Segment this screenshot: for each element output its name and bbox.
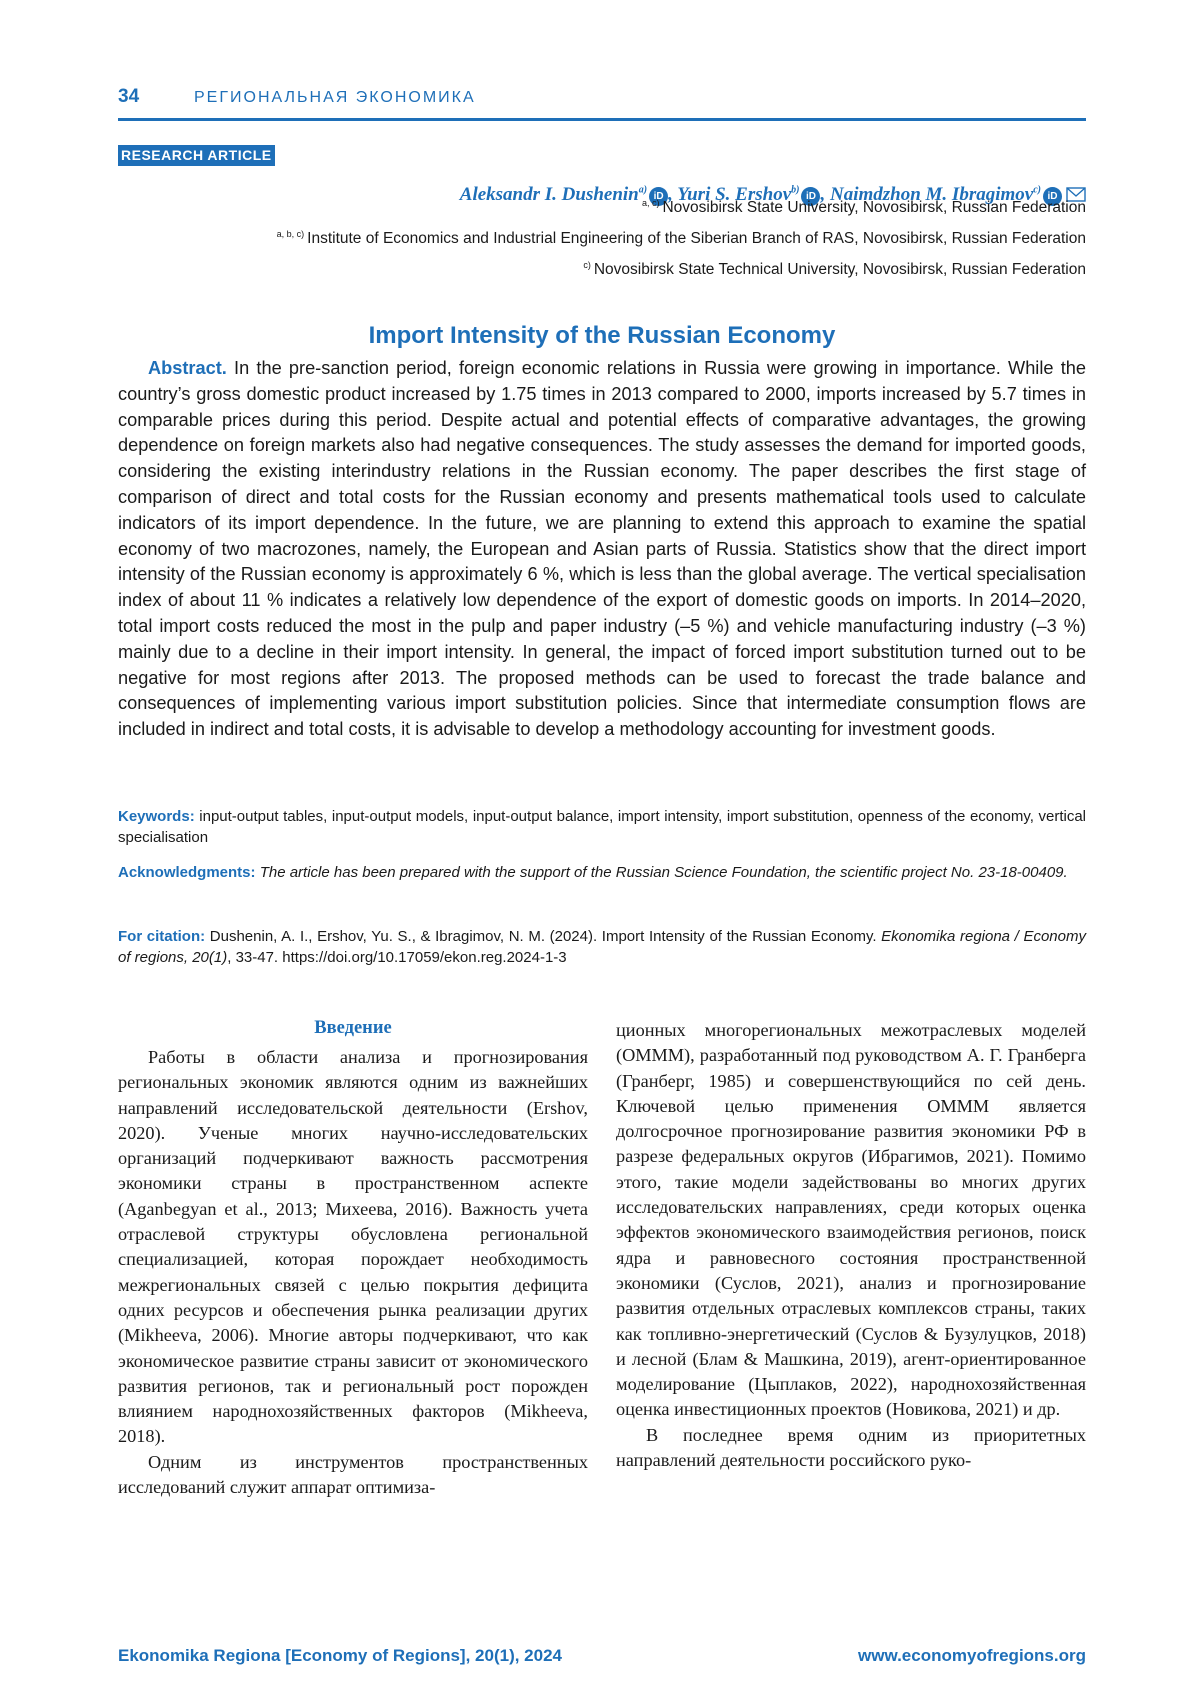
footer-website-link[interactable]: www.economyofregions.org [858,1646,1086,1665]
affiliation-3-sup: c) [583,260,591,270]
affiliation-2 [277,229,1086,248]
page-number: 34 [118,86,140,107]
running-header [118,86,1086,112]
acknowledgments-text: The article has been prepared with the support of the Russian Science Foundation, the scientific project No. 23-18-00409. [259,864,1068,881]
affiliation-2-text: Institute of Economics and Industrial Engineering of the Siberian Branch of RAS, Novosibirsk, Russian Federation [307,230,1086,248]
affiliation-2-sup: a, b, c) [276,229,305,239]
article-title: Import Intensity of the Russian Economy [368,322,836,349]
orcid-icon[interactable]: iD [649,187,668,206]
body-column-right [616,1018,1086,1473]
citation-label: For citation: [118,928,206,945]
abstract [118,356,1086,743]
author-2-name: , Yuri S. Ershov [668,184,792,205]
affiliation-1-text: Novosibirsk State University, Novosibirsk, Russian Federation [662,199,1086,217]
affiliation-1 [642,198,1086,217]
header-rule [118,118,1086,121]
journal-name: РЕГИОНАЛЬНАЯ ЭКОНОМИКА [194,89,476,106]
affiliation-3-text: Novosibirsk State Technical University, Novosibirsk, Russian Federation [593,261,1086,279]
author-1-sup: a) [638,184,648,196]
orcid-icon[interactable]: iD [1043,187,1062,206]
author-3-sup: c) [1033,184,1041,196]
abstract-label: Abstract. [148,358,227,378]
keywords-label: Keywords: [118,808,195,825]
acknowledgments-label: Acknowledgments: [118,864,256,881]
body-column-left [118,1016,588,1500]
acknowledgments [118,862,1086,883]
keywords [118,806,1086,848]
footer-journal: Ekonomika Regiona [Economy of Regions], 20(1), 2024 [118,1646,562,1665]
citation-text: Dushenin, A. I., Ershov, Yu. S., & Ibragimov, N. M. (2024). Import Intensity of the Russian Economy. [209,928,877,945]
orcid-icon[interactable]: iD [801,187,820,206]
article-type-badge: RESEARCH ARTICLE [118,145,275,166]
paragraph: Одним из инструментов пространственных исследований служит аппарат оптимиза- [118,1451,588,1498]
citation [118,926,1086,968]
affiliation-3 [583,260,1086,279]
paragraph: Работы в области анализа и прогнозирования региональных экономик являются одним из важнейших направлений исследовательской деятельности (Ershov, 2020). Ученые многих научно-исследовательских организаций подчеркивают важность рассмотрения экономики страны в пространственном аспекте (Aganbegyan et al., 2013; Михеева, 2016). Важность учета отраслевой структуры обусловлена региональной специализацией, которая порождает необходимость межрегиональных связей с целью покрытия дефицита одних ресурсов и обеспечения рынка реализации других (Mikheeva, 2006). Многие авторы подчеркивают, что как экономическое развитие страны зависит от экономического развития регионов, так и региональный рост порожден влиянием народнохозяйственных факторов (Mikheeva, 2018). [118,1047,588,1447]
author-3-name: , Naimdzhon M. Ibragimov [820,184,1034,205]
keywords-text: input-output tables, input-output models, input-output balance, import intensity, import substitution, openness of the economy, vertical specialisation [118,808,1086,846]
section-heading: Введение [314,1018,392,1038]
author-1-name: Aleksandr I. Dushenin [459,184,639,205]
affiliation-1-sup: a, c) [641,198,660,208]
citation-doi[interactable]: , 33-47. https://doi.org/10.17059/ekon.reg.2024-1-3 [227,949,567,966]
abstract-text: In the pre-sanction period, foreign economic relations in Russia were growing in importance. While the country’s gross domestic product increased by 1.75 times in 2013 compared to 2000, imports increased by 5.7 times in comparable prices during this period. Despite actual and potential effects of comparative advantages, the growing dependence on foreign markets also had negative consequences. The study assesses the demand for imported goods, considering the existing interindustry relations in the Russian economy. The paper describes the first stage of comparison of direct and total costs for the Russian economy and presents mathematical tools used to calculate indicators of its import dependence. In the future, we are planning to extend this approach to examine the spatial economy of two macrozones, namely, the European and Asian parts of Russia. Statistics show that the direct import intensity of the Russian economy is approximately 6 %, which is less than the global average. The vertical specialisation index of about 11 % indicates a relatively low dependence of the export of domestic goods on imports. In 2014–2020, total import costs reduced the most in the pulp and paper industry (–5 %) and vehicle manufacturing industry (–3 %) mainly due to a decline in their import intensity. In general, the impact of forced import substitution turned out to be negative for most regions after 2013. The proposed methods can be used to forecast the trade balance and consequences of implementing various import substitution policies. Since that intermediate consumption flows are included in indirect and total costs, it is advisable to develop a methodology accounting for investment goods. [118,358,1086,740]
author-2-sup: b) [791,184,800,196]
citation-journal: Ekonomika regiona / Economy of regions, 20(1) [118,928,1086,966]
paragraph: В последнее время одним из приоритетных направлений деятельности российского руко- [616,1424,1086,1471]
paragraph: ционных многорегиональных межотраслевых моделей (ОМММ), разработанный под руководством А. Г. Гранберга (Гранберг, 1985) и совершенствующийся по сей день. Ключевой целью применения ОМММ является долгосрочное прогнозирование развития экономики РФ в разрезе федеральных округов (Ибрагимов, 2021). Помимо этого, такие модели задействованы во многих других исследовательских направлениях, среди которых оценка эффектов экономического взаимодействия регионов, поиск ядра и равновесного состояния пространственной экономики (Суслов, 2021), анализ и прогнозирование развития отдельных отраслевых комплексов страны, таких как топливно-энергетический (Суслов & Бузулуцков, 2018) и лесной (Блам & Машкина, 2019), агент-ориентированное моделирование (Цыплаков, 2022), народнохозяйственная оценка инвестиционных проектов (Новикова, 2021) и др. [616,1020,1086,1420]
